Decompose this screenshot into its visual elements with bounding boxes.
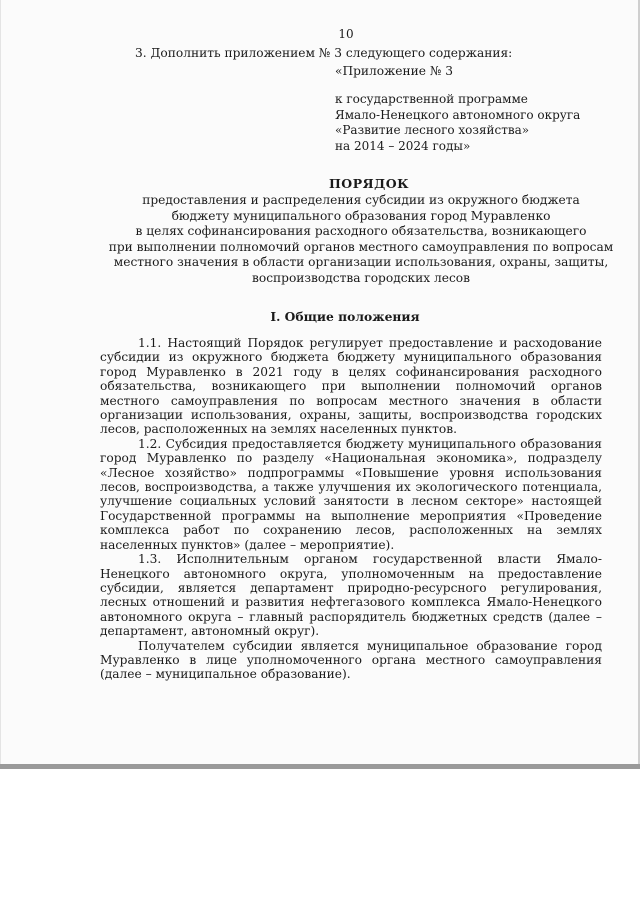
subtitle-line: воспроизводства городских лесов	[252, 270, 470, 285]
appendix-line: «Развитие лесного хозяйства»	[335, 123, 530, 137]
subtitle-line: бюджету муниципального образования город Муравленко	[171, 208, 551, 223]
page-number: 10	[338, 27, 354, 41]
appendix-title: «Приложение № 3	[335, 64, 454, 78]
paragraph-1-3: 1.3. Исполнительным органом государственной власти Ямало-Ненецкого автономного округа, уполномоченным на предоставление субсидии, является департамент природно-ресурсного регулирования, лесных отношений и развития нефтегазового комплекса Ямало-Ненецкого автономного округа – главный распорядитель бюджетных средств (далее – департамент, автономный округ).	[100, 552, 602, 639]
subtitle-line: в целях софинансирования расходного обязательства, возникающего	[135, 224, 587, 239]
subtitle-line: местного значения в области организации использования, охраны, защиты,	[113, 255, 609, 270]
amendment-intro: 3. Дополнить приложением № 3 следующего содержания:	[135, 46, 513, 60]
appendix-line: Ямало-Ненецкого автономного округа	[335, 107, 581, 122]
subtitle-line: предоставления и распределения субсидии из окружного бюджета	[142, 193, 580, 207]
section-heading: I. Общие положения	[270, 309, 420, 324]
appendix-line: к государственной программе	[335, 92, 528, 106]
document-subtitle	[101, 193, 621, 287]
subtitle-line: при выполнении полномочий органов местного самоуправления по вопросам	[108, 239, 614, 254]
paragraph-recipient: Получателем субсидии является муниципальное образование город Муравленко в лице уполномоченного органа местного самоуправления (далее – муниципальное образование).	[100, 638, 602, 682]
body-text	[100, 336, 602, 682]
appendix-reference	[335, 92, 580, 154]
blank-area	[0, 769, 640, 905]
paragraph-1-2: 1.2. Субсидия предоставляется бюджету муниципального образования город Муравленко по разделу «Национальная экономика», подразделу «Лесное хозяйство» подпрограммы «Повышение уровня использования лесов, воспроизводства, а также улучшения их экологического потенциала, улучшение социальных условий занятости в лесном секторе» настоящей Государственной программы на выполнение мероприятия «Проведение комплекса работ по сохранению лесов, расположенных на землях населенных пунктов» (далее – мероприятие).	[100, 436, 602, 552]
appendix-line: на 2014 – 2024 годы»	[335, 138, 471, 153]
paragraph-1-1: 1.1. Настоящий Порядок регулирует предоставление и расходование субсидии из окружного бюджета бюджету муниципального образования город Муравленко в 2021 году в целях софинансирования расходного обязательства, возникающего при выполнении полномочий органов местного самоуправления по вопросам местного значения в области организации использования, охраны, защиты, воспроизводства городских лесов, расположенных на землях населенных пунктов.	[100, 336, 602, 437]
document-title: ПОРЯДОК	[329, 176, 409, 191]
